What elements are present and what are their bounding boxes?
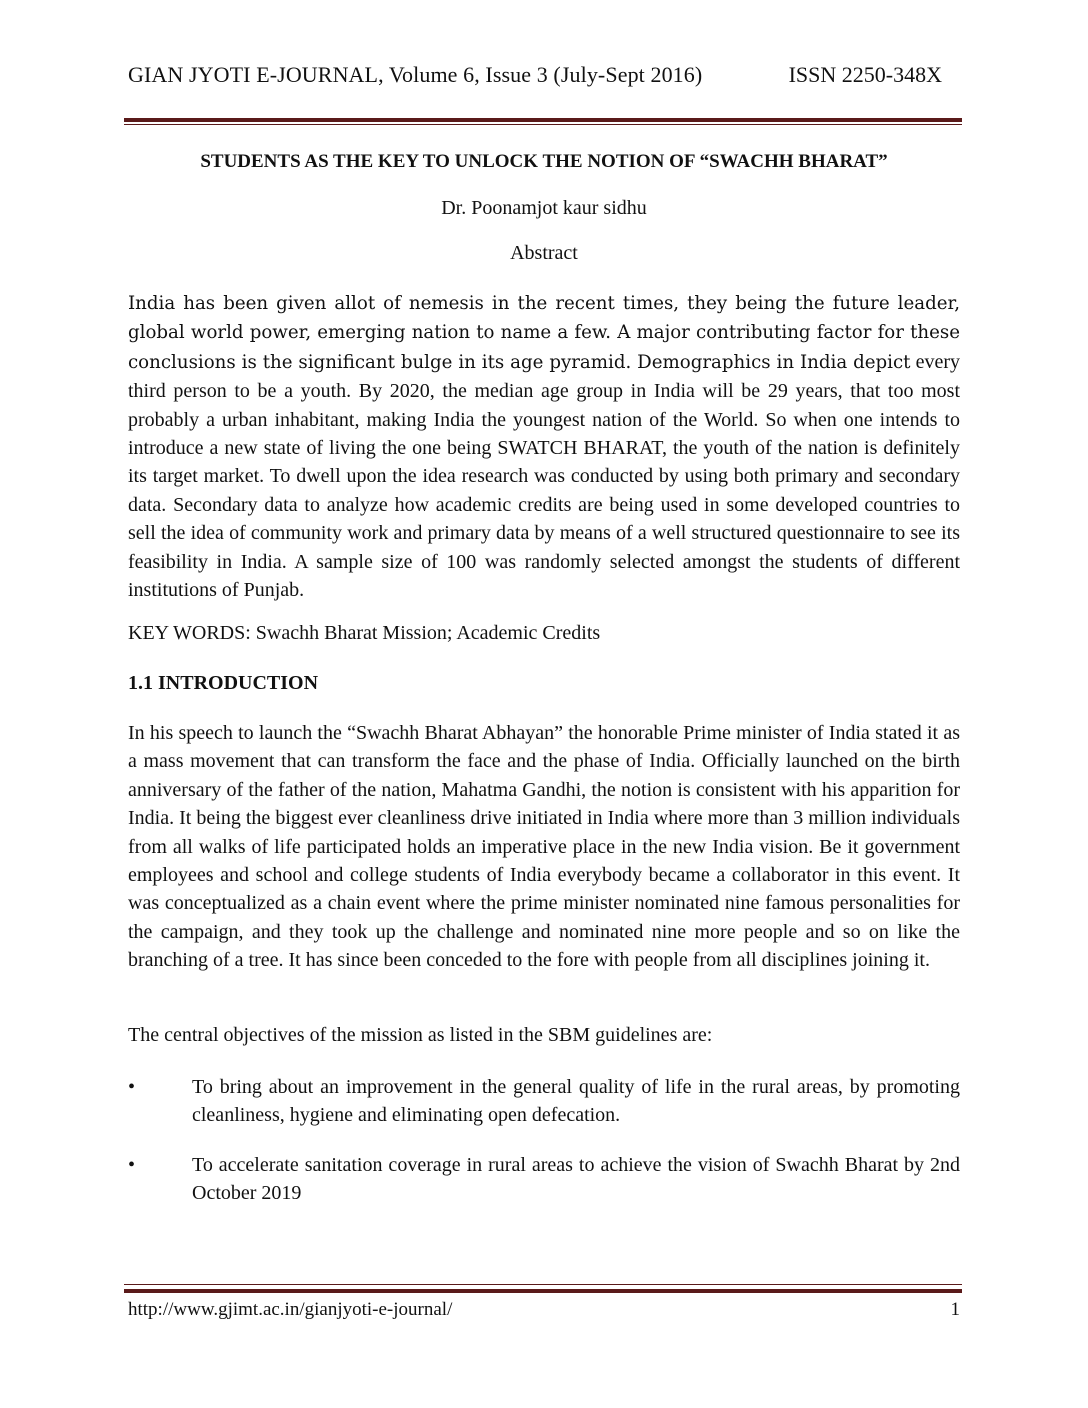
page-number: 1 [950,1299,960,1320]
section-heading-introduction: 1.1 INTRODUCTION [128,672,319,694]
journal-title: GIAN JYOTI E-JOURNAL, Volume 6, Issue 3 (July-Sept 2016) [128,62,703,87]
article-title: STUDENTS AS THE KEY TO UNLOCK THE NOTION OF “SWACHH BHARAT” [200,151,888,172]
footer-divider-thin [124,1284,962,1285]
objective-text: To accelerate sanitation coverage in rural areas to achieve the vision of Swachh Bharat by 2nd October 2019 [192,1154,960,1205]
header-divider-thin [124,124,962,125]
objective-text: To bring about an improvement in the general quality of life in the rural areas, by promoting cleanliness, hygiene and eliminating open defecation. [192,1076,960,1127]
keywords-line: KEY WORDS: Swachh Bharat Mission; Academic Credits [128,622,601,644]
footer-divider-thick [124,1289,962,1293]
introduction-paragraph: In his speech to launch the “Swachh Bharat Abhayan” the honorable Prime minister of India stated it as a mass movement that can transform the face and the phase of India. Officially launched on the birth anniversary of the father of the nation, Mahatma Gandhi, the notion is consistent with his apparition for India. It being the biggest ever cleanliness drive initiated in India where more than 3 million individuals from all walks of life participated holds an imperative place in the new India vision. Be it government employees and school and college students of India everybody became a collaborator in this event. It was conceptualized as a chain event where the prime minister nominated nine famous personalities for the campaign, and they took up the challenge and nominated nine more people and so on like the branching of a tree. It has since been conceded to the fore with people from all disciplines joining it. [128,722,960,972]
objective-list-item [128,1151,960,1208]
objectives-lead-text: The central objectives of the mission as listed in the SBM guidelines are: [128,1024,713,1046]
header-divider-thick [124,118,962,122]
bullet-icon: • [128,1076,136,1098]
abstract-heading: Abstract [510,242,578,264]
abstract-paragraph [128,289,960,604]
article-author: Dr. Poonamjot kaur sidhu [441,197,647,219]
bullet-icon: • [128,1154,136,1176]
issn-label: ISSN 2250-348X [788,62,942,87]
abstract-rest-text: every third person to be a youth. By 2020, the median age group in India will be 29 years, that too most probably a urban inhabitant, making India the youngest nation of the World. So when one intends to introduce a new state of living the one being SWATCH BHARAT, the youth of the nation is definitely its target market. To dwell upon the idea research was conducted by using both primary and secondary data. Secondary data to analyze how academic credits are being used in some developed countries to sell the idea of community work and primary data by means of a well structured questionnaire to see its feasibility in India. A sample size of 100 was randomly selected amongst the students of different institutions of Punjab. [128,350,960,602]
abstract-lead-text: India has been given allot of nemesis in the recent times, they being the future leader, global world power, emerging nation to name a few. A major contributing factor for these conclusions is the significant bulge in its age pyramid. Demographics in India depict [128,293,960,373]
objective-list-item [128,1073,960,1130]
footer-url-link[interactable]: http://www.gjimt.ac.in/gianjyoti-e-journal/ [128,1299,453,1320]
